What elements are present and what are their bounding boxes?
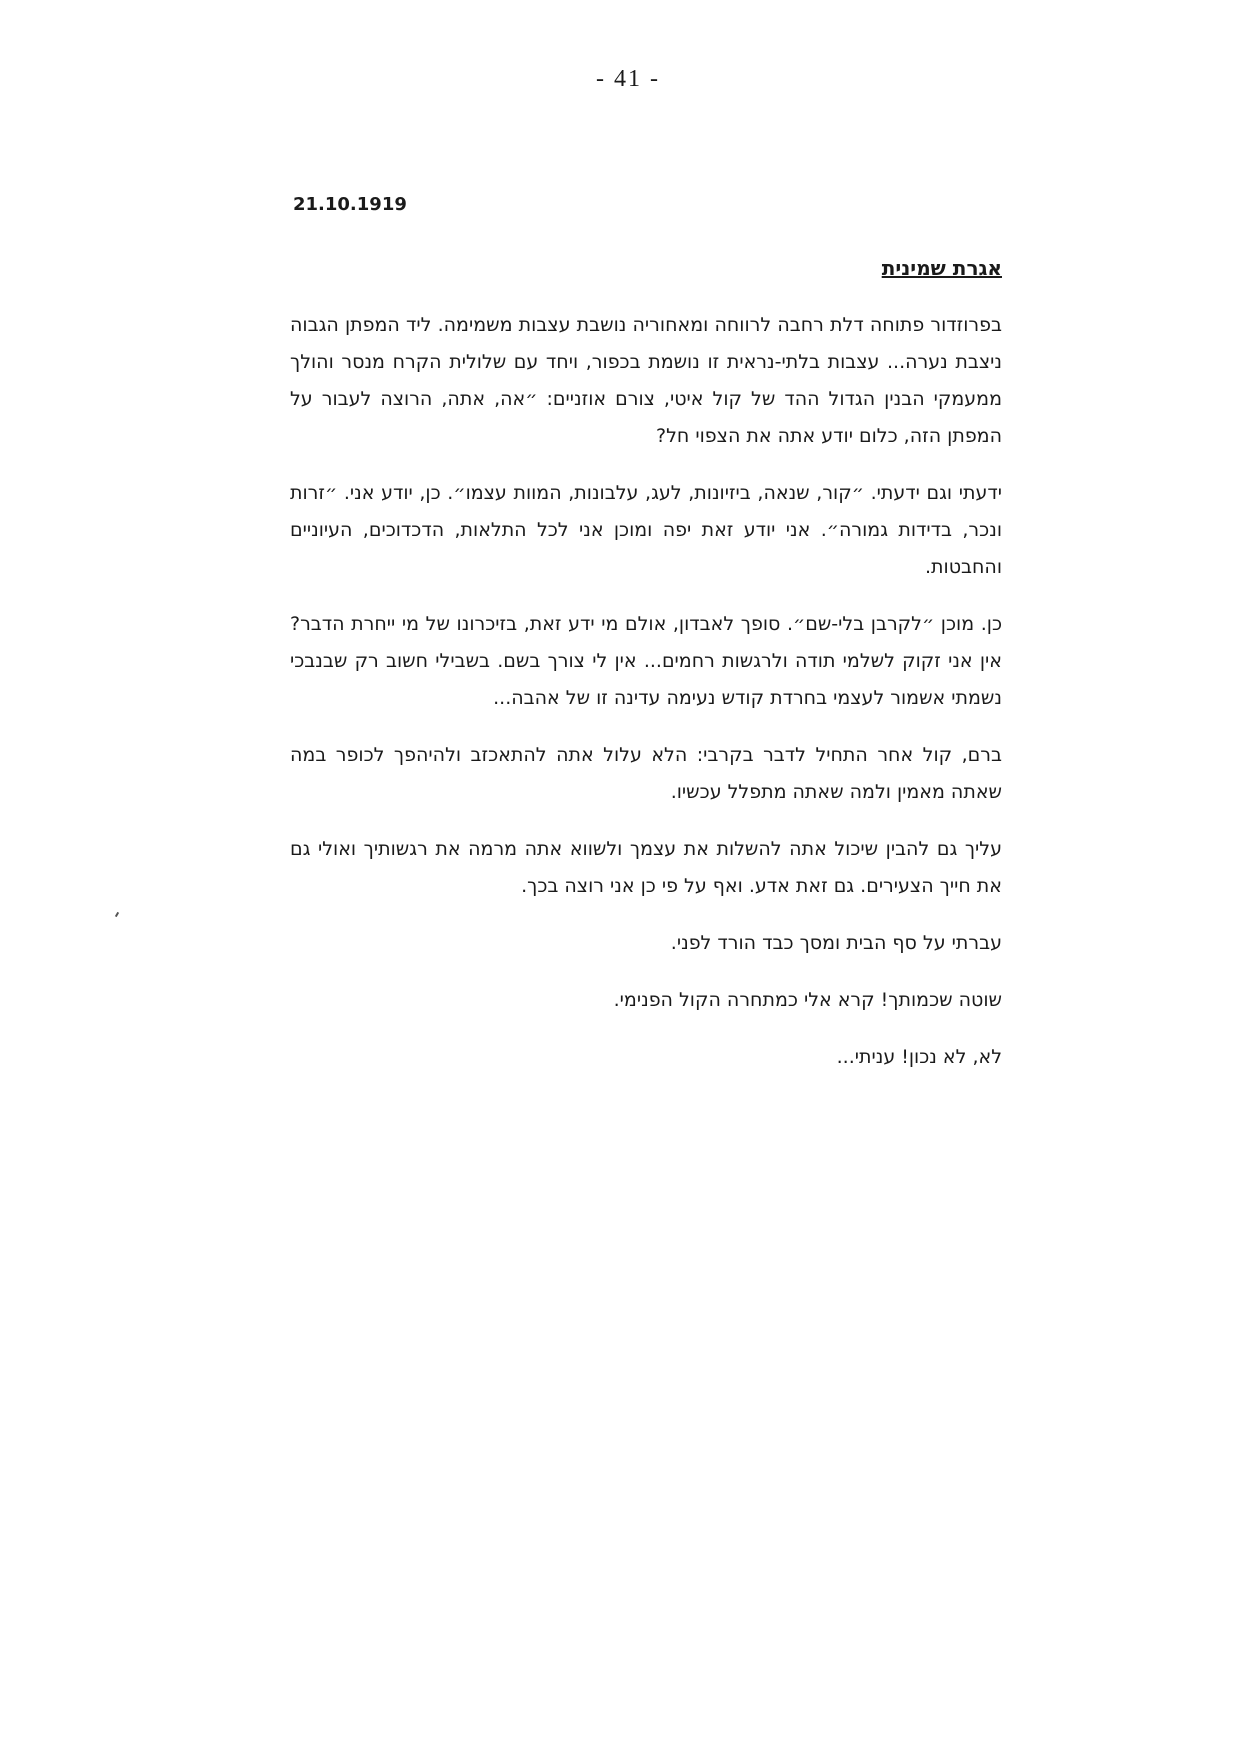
paragraph-4: ברם, קול אחר התחיל לדבר בקרבי: הלא עלול אתה להתאכזב ולהיהפך לכופר במה שאתה מאמין ולמה שאתה מתפלל עכשיו.: [290, 744, 1002, 803]
letter-title: אגרת שמינית: [881, 256, 1002, 280]
page-number: - 41 -: [596, 66, 660, 92]
paragraph-5: עליך גם להבין שיכול אתה להשלות את עצמך ולשווא אתה מרמה את רגשותיך ואולי גם את חייך הצעירים. גם זאת אדע. ואף על פי כן אני רוצה בכך.: [290, 838, 1002, 897]
paragraph-7: שוטה שכמותך! קרא אלי כמתחרה הקול הפנימי.: [613, 989, 1002, 1011]
paragraph-6: עברתי על סף הבית ומסך כבד הורד לפני.: [670, 932, 1002, 954]
scan-speck: [115, 912, 119, 917]
paragraph-8: לא, לא נכון! עניתי...: [836, 1046, 1002, 1068]
paragraph-3: כן. מוכן ״לקרבן בלי-שם״. סופך לאבדון, אולם מי ידע זאת, בזיכרונו של מי ייחרת הדבר? אין אני זקוק לשלמי תודה ולרגשות רחמים... אין לי צורך בשם. בשבילי חשוב רק שבנבכי נשמתי אשמור לעצמי בחרדת קודש נעימה עדינה זו של אהבה...: [290, 613, 1002, 709]
letter-date: 21.10.1919: [293, 194, 407, 215]
paragraph-1: בפרוזדור פתוחה דלת רחבה לרווחה ומאחוריה נושבת עצבות משמימה. ליד המפתן הגבוה ניצבת נערה... עצבות בלתי-נראית זו נושמת בכפור, ויחד עם שלולית הקרח מנסר והולך ממעמקי הבנין הגדול ההד של קול איטי, צורם אוזניים: ״אה, אתה, הרוצה לעבור על המפתן הזה, כלום יודע אתה את הצפוי חל?: [290, 314, 1002, 447]
paragraph-2: ידעתי וגם ידעתי. ״קור, שנאה, ביזיונות, לעג, עלבונות, המוות עצמו״. כן, יודע אני. ״זרות ונכר, בדידות גמורה״. אני יודע זאת יפה ומוכן אני לכל התלאות, הדכדוכים, העיוניים והחבטות.: [290, 482, 1002, 578]
letter-body: [290, 250, 1002, 1096]
